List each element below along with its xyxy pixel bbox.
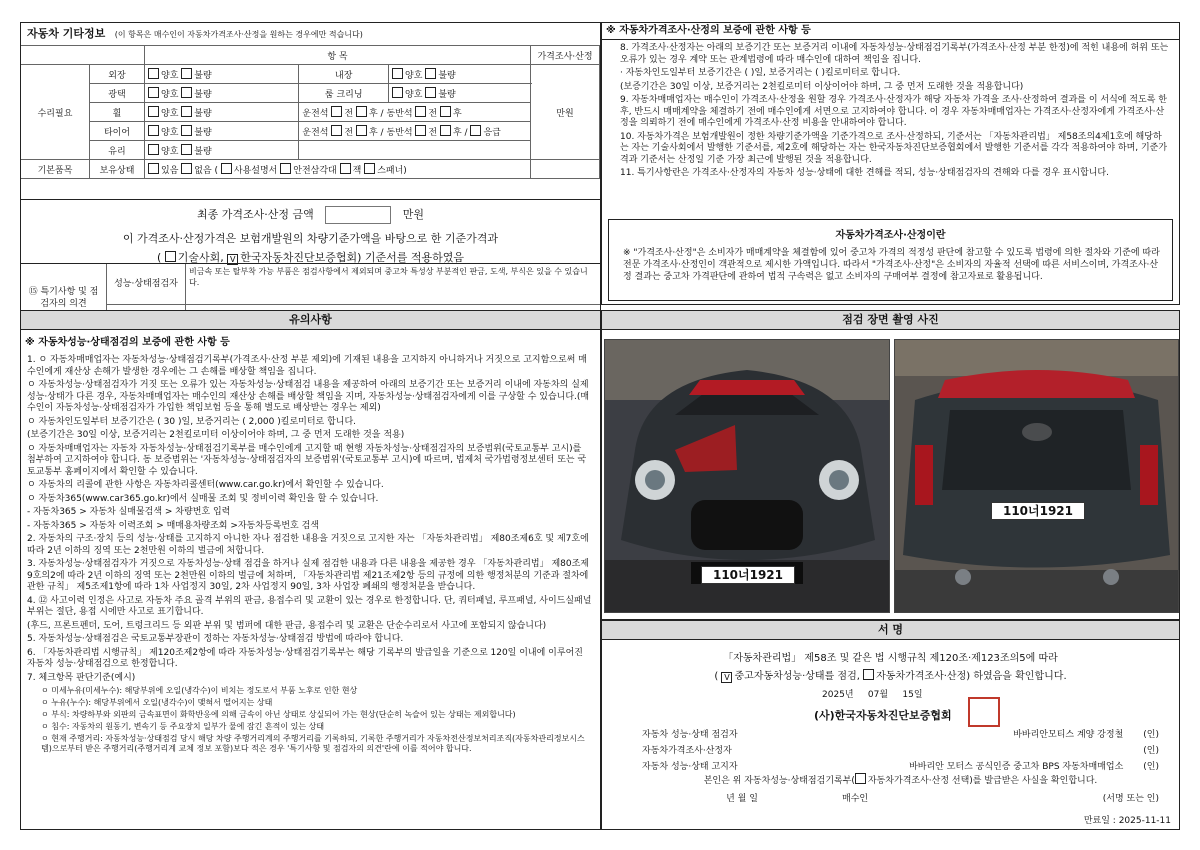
etc-info-note: (이 항목은 매수인이 자동차가격조사·산정을 원하는 경우에만 적습니다) <box>114 30 363 39</box>
have-text: 있음 <box>161 165 179 176</box>
final-price-label: 최종 가격조사·산정 금액 <box>196 208 314 221</box>
sign-perf-text: 중고자동차성능·상태를 점검, <box>734 671 860 682</box>
passenger-seat-text: 동반석 <box>386 127 413 138</box>
final-price-area: 최종 가격조사·산정 금액 만원 이 가격조사·산정가격은 보험개발원의 차량기준가액을 바탕으로 한 기준가격과 ( 기술사회, V 한국자동차진단보증협회) 기준서를 적용하였음 <box>21 199 600 282</box>
criteria-item: ㅇ 누유(누수): 해당부위에서 오일(냉각수)이 맺혀서 떨어지는 상태 <box>41 698 273 707</box>
guarantee-item: · 자동차인도일부터 보증기간은 ( )일, 보증거리는 ( )킬로미터로 합니다. <box>620 68 901 78</box>
good-text: 양호 <box>405 89 423 100</box>
wheel-label: 휠 <box>90 103 145 122</box>
rear-text: 후 <box>452 108 462 119</box>
row-seal: (인) <box>1143 761 1159 772</box>
row-label: 자동차가격조사·산정자 <box>642 745 732 756</box>
good-text: 양호 <box>161 108 179 119</box>
caution-item: 1. ㅇ 자동차매매업자는 자동차성능·상태점검기록부(가격조사·산정 부분 제외)에 기재된 내용을 고지하지 아니하거나 거짓으로 고지함으로써 매수인에게 재산상 손해가 발생한 경우에는 그 손해를 배상할 책임을 집니다. <box>27 355 587 377</box>
tire-spare-checkbox[interactable] <box>470 125 481 136</box>
tire-good-checkbox[interactable] <box>148 125 159 136</box>
tire-label: 타이어 <box>90 122 145 141</box>
row-seal: (인) <box>1143 729 1159 740</box>
rear-text: 후 <box>368 108 378 119</box>
sign-confirm <box>642 773 1159 789</box>
row-label: 자동차 성능·상태 점검자 <box>642 729 738 740</box>
caution-item: 6. 「자동차관리법 시행규칙」 제120조제2항에 따라 자동차성능·상태점검기록부는 해당 기록부의 발급일을 기준으로 120일 이내에 이루어진 자동차 성능·상태점검으로 한정합니다. <box>27 647 583 669</box>
criteria-item: ㅇ 현재 주행거리: 자동차성능·상태점검 당시 해당 차량 주행거리계의 주행거리를 기록하되, 기록한 주행거리가 자동차전산정보처리조직(자동차관리정보시스템)으로부터 받은 주행거리(주행거리계 교체 정보 포함)보다 적은 경우 '특기사항 및 점검자의 의견'란에 이를 적어야 합니다. <box>41 734 585 753</box>
exterior-label: 외장 <box>90 65 145 84</box>
driver-seat-text: 운전석 <box>302 127 329 138</box>
date-day: 15일 <box>902 690 923 700</box>
tire-pf-checkbox[interactable] <box>415 125 426 136</box>
bad-text: 불량 <box>438 89 456 100</box>
glass-good-checkbox[interactable] <box>148 144 159 155</box>
basis-assoc-text: 한국자동차진단보증협회) 기준서를 적용하였음 <box>240 251 465 264</box>
room-bad-checkbox[interactable] <box>425 87 436 98</box>
glass-label: 유리 <box>90 141 145 160</box>
wheel-pf-checkbox[interactable] <box>415 106 426 117</box>
rear-text: 후 <box>452 127 462 138</box>
gloss-label: 광택 <box>90 84 145 103</box>
have-checkbox[interactable] <box>148 163 159 174</box>
sign-org: (사)한국자동차진단보증협회 <box>814 709 952 722</box>
caution-panel <box>20 310 601 830</box>
confirm-b: 자동차가격조사·산정 선택)를 발급받은 사실을 확인합니다. <box>867 776 1098 786</box>
gloss-good-checkbox[interactable] <box>148 87 159 98</box>
caution-item: ㅇ 자동차인도일부터 보증기간은 ( 30 )일, 보증거리는 ( 2,000 )킬로미터로 합니다. <box>27 416 357 427</box>
tire-dr-checkbox[interactable] <box>356 125 367 136</box>
wheel-dr-checkbox[interactable] <box>356 106 367 117</box>
guarantee-item: 9. 자동차매매업자는 매수인이 가격조사·산정을 원할 경우 가격조사·산정자가 해당 자동차 가격을 조사·산정하여 결과를 이 서식에 적도록 한 후, 반드시 매매계약을 체결하기 전에 매수인에게 서면으로 고지하여야 합니다. 이 경우 자동차매매업자는 가격조사·산정자에게 가격조사·산정을 의뢰하기 전에 매수인에게 가격조사·산정 비용을 안내하여야 합니다. <box>620 95 1167 128</box>
caution-item: (보증기간은 30일 이상, 보증거리는 2천킬로미터 이상이어야 하며, 그 중 먼저 도래한 것을 적용) <box>27 430 405 440</box>
caution-item: 2. 자동차의 구조·장치 등의 성능·상태를 고지하지 아니한 자나 점검한 내용을 거짓으로 고지한 자는 「자동차관리법」 제80조제6호 및 제7호에 따라 2년 이하의 징역 또는 2천만원 이하의 벌금에 처합니다. <box>27 534 589 556</box>
criteria-item: ㅇ 부식: 차량하부와 외판의 금속표면이 화학반응에 의해 금속이 아닌 상태로 상실되어 가는 현상(단순히 녹슬어 있는 상태는 제외합니다) <box>41 710 516 719</box>
exterior-bad-checkbox[interactable] <box>181 68 192 79</box>
tire-df-checkbox[interactable] <box>331 125 342 136</box>
none-checkbox[interactable] <box>181 163 192 174</box>
caution-item: 3. 자동차성능·상태점검자가 거짓으로 자동차성능·상태 점검을 하거나 실제 점검한 내용과 다른 내용을 제공한 경우 「자동차관리법」 제80조제9호의2에 따라 2년 이하의 징역 또는 2천만원 이하의 벌금에 처하며, 「자동차관리법 제21조제2항 등의 규정에 의한 행정처분의 기준과 절차에 관한 규칙」 제5조제1항에 따라 1차 사업정지 30일, 2차 사업정지 90일, 3차 사업장 폐쇄의 행정처분을 받습니다. <box>27 559 589 592</box>
good-text: 양호 <box>161 70 179 81</box>
bad-text: 불량 <box>194 108 212 119</box>
exterior-good-checkbox[interactable] <box>148 68 159 79</box>
jack-text: 잭 <box>352 165 362 176</box>
row-seal: (인) <box>1143 745 1159 756</box>
buyer-label: 매수인 <box>842 793 869 804</box>
room-cleaning-label: 룸 크리닝 <box>299 84 389 103</box>
wheel-bad-checkbox[interactable] <box>181 106 192 117</box>
caution-item: - 자동차365 > 자동차 실매물검색 > 차량번호 입력 <box>27 507 231 517</box>
caution-item: (후드, 프론트펜더, 도어, 트렁크리드 등 외판 부위 및 범퍼에 대한 판금, 용접수리 및 교환은 단순수리로서 사고에 포함되지 않습니다) <box>27 620 547 631</box>
repair-label: 수리필요 <box>21 65 90 160</box>
perf-check-checkbox[interactable]: V <box>721 672 732 683</box>
good-text: 양호 <box>161 89 179 100</box>
bad-text: 불량 <box>194 127 212 138</box>
item-col-header: 항 목 <box>145 46 531 65</box>
price-col-header: 가격조사·산정 <box>531 46 600 65</box>
basis-assoc-checkbox[interactable]: V <box>227 254 238 265</box>
room-good-checkbox[interactable] <box>392 87 403 98</box>
guarantee-item: 11. 특기사항란은 가격조사·산정자의 자동차 성능·상태에 대한 견해를 적되, 성능·상태점검자의 견해와 다를 경우 표시합니다. <box>620 168 1109 178</box>
price-definition-title: 자동차가격조사·산정이란 <box>835 230 946 241</box>
inspector-opinion: 비금속 또는 탈부착 가능 부품은 점검사항에서 제외되며 중고차 특성상 부분적인 판금, 도색, 부식은 있을 수 있습니다. <box>189 267 588 287</box>
car-front-photo <box>604 339 890 613</box>
repair-table: 항 목 가격조사·산정 수리필요 외장 양호 불량 내장 양호 불량 만원 광택 양호 불량 룸 크리닝 양호 불량 휠 양호 불량 운전석 전 후 / 동반석 전 후 타이어 양호 불량 운전석 전 후 / 동반석 전 후 / 응급 유리 양호 불량 기본품목 보유상태 있음 없음 ( 사용설명서 안전삼각대 잭 스패너) <box>21 45 600 179</box>
bad-text: 불량 <box>438 70 456 81</box>
signature-panel: 서 명 「자동차관리법」 제58조 및 같은 법 시행규칙 제120조·제123조의5에 따라 ( V 중고자동차성능·상태를 점검, 자동차가격조사·산정) 하였음을 확인합니다. 2025년 07월 15일 (사)한국자동차진단보증협회 자동차 성능·상태 점검자 바바리안모티스 계양 강정철 (인) 자동차가격조사·산정자 (인) 자동차 성능·상태 고지자 바바리안 모터스 공식인증 중고차 BPS 자동차매매업소 (인) 본인은 위 자동차성능·상태점검기록부( 자동차가격조사·산정 선택)를 발급받은 사실을 확인합니다. 년 월 일 매수인 (서명 또는 인) 만료일 : 2025-11-11 <box>601 620 1180 830</box>
row-value: 바바리안 모터스 공식인증 중고차 BPS 자동차매매업소 <box>909 761 1124 772</box>
final-price-unit: 만원 <box>402 208 424 221</box>
caution-item: 4. ⑫ 사고이력 인정은 사고로 자동차 주요 골격 부위의 판금, 용접수리 및 교환이 있는 경우로 한정합니다. 단, 쿼터패널, 루프패널, 사이드실패널 부위는 절단, 용접 시에만 사고로 표기합니다. <box>27 595 592 617</box>
caution-item: ㅇ 자동차365(www.car365.go.kr)에서 실매물 조회 및 정비이력 확인을 할 수 있습니다. <box>27 493 379 504</box>
spanner-checkbox[interactable] <box>364 163 375 174</box>
guarantee-item: (보증기간은 30일 이상, 보증거리는 2천킬로미터 이상이어야 하며, 그 중 먼저 도래한 것을 적용합니다) <box>620 81 1024 92</box>
basic-label: 기본품목 <box>21 160 90 179</box>
price-guarantee-items <box>620 43 1169 182</box>
car-rear-photo <box>894 339 1179 613</box>
photo-panel <box>601 310 1180 620</box>
inspector-label: 성능·상태점검자 <box>107 264 186 305</box>
wheel-df-checkbox[interactable] <box>331 106 342 117</box>
bad-text: 불량 <box>194 89 212 100</box>
buyer-date: 년 월 일 <box>726 793 758 804</box>
front-text: 전 <box>344 127 354 138</box>
gloss-bad-checkbox[interactable] <box>181 87 192 98</box>
rear-plate: 110너1921 <box>991 502 1085 520</box>
spare-text: 응급 <box>483 127 501 138</box>
price-guarantee-panel <box>601 22 1180 305</box>
special-label: ⑮ 특기사항 및 점검자의 의견 <box>21 264 107 332</box>
caution-item: ㅇ 자동차의 리콜에 관한 사항은 자동차리콜센터(www.car.go.kr)에서 확인할 수 있습니다. <box>27 480 384 490</box>
etc-info-title: 자동차 기타정보 <box>27 27 106 40</box>
spanner-text: 스패너 <box>377 165 404 176</box>
sign-row-price <box>642 741 1159 757</box>
interior-bad-checkbox[interactable] <box>425 68 436 79</box>
confirm-price-checkbox[interactable] <box>855 773 866 784</box>
triangle-text: 안전삼각대 <box>293 165 337 176</box>
guarantee-item: 10. 자동차가격은 보험개발원이 정한 차량기준가액을 기준가격으로 조사·산정하되, 기준서는 「자동차관리법」 제58조의4제1호에 해당하는 자는 기술사회에서 발행한 기준서를, 제2호에 해당하는 자는 한국자동차진단보증협회에서 발행한 기준서를 각각 적용하여야 하며, 기준가격과 기준서는 산정일 기준 가장 최근에 발행된 것을 적용합니다. <box>620 131 1168 165</box>
tire-pr-checkbox[interactable] <box>440 125 451 136</box>
row-value: 바바리안모티스 계양 강정철 <box>1013 729 1124 740</box>
final-price-input[interactable] <box>325 206 391 224</box>
price-guarantee-title: ※ 자동차가격조사·산정의 보증에 관한 사항 등 <box>602 23 1179 40</box>
basis-line1: 이 가격조사·산정가격은 보험개발원의 차량기준가액을 바탕으로 한 기준가격과 <box>122 232 499 245</box>
passenger-seat-text: 동반석 <box>386 108 413 119</box>
sign-line1: 「자동차관리법」 제58조 및 같은 법 시행규칙 제120조·제123조의5에 따라 <box>723 653 1058 664</box>
interior-label: 내장 <box>299 65 389 84</box>
criteria-item: ㅇ 침수: 자동차의 원동기, 변속기 등 주요장치 일부가 물에 잠긴 흔적이 있는 상태 <box>41 722 325 731</box>
driver-seat-text: 운전석 <box>302 108 329 119</box>
expiry-date: 만료일 : 2025-11-11 <box>1083 816 1171 826</box>
basis-tech-text: 기술사회, <box>177 251 224 264</box>
date-month: 07월 <box>867 690 889 700</box>
rear-text: 후 <box>368 127 378 138</box>
good-text: 양호 <box>161 146 179 157</box>
interior-good-checkbox[interactable] <box>392 68 403 79</box>
buyer-sign[interactable]: (서명 또는 인) <box>1102 793 1159 804</box>
caution-items <box>27 355 592 756</box>
price-definition-box <box>608 219 1173 301</box>
caution-header: 유의사항 <box>21 311 600 330</box>
caution-item: - 자동차365 > 자동차 이력조회 > 매매용차량조회 >자동차등록번호 검색 <box>27 520 319 531</box>
sign-buyer-row <box>642 789 1159 805</box>
glass-bad-checkbox[interactable] <box>181 144 192 155</box>
front-text: 전 <box>344 108 354 119</box>
possession-label: 보유상태 <box>90 160 145 179</box>
caution-item: ㅇ 자동차매매업자는 자동차 자동차성능·상태점검기록부를 매수인에게 고지할 때 현행 자동차성능·상태점검자의 보증범위(국토교통부 고시)를 첨부하여 고지하여야 합니다. 동 보증범위는 '자동차성능·상태점검자의 보증범위'(국토교통부 고시)에 따르며, 법제처 국가법령정보센터 또는 국토교통부 홈페이지에서 확인할 수 있습니다. <box>27 443 587 477</box>
wheel-good-checkbox[interactable] <box>148 106 159 117</box>
jack-checkbox[interactable] <box>340 163 351 174</box>
front-text: 전 <box>428 127 438 138</box>
sign-date <box>822 687 923 700</box>
sign-row-notifier <box>642 757 1159 773</box>
front-plate: 110너1921 <box>701 566 795 584</box>
guarantee-item: 8. 가격조사·산정자는 아래의 보증기간 또는 보증거리 이내에 자동차성능·상태점검기록부(가격조사·산정 부분 한정)에 적힌 내용에 허위 또는 오류가 있는 경우 계약 또는 관계법령에 따라 매수인에 대하여 책임을 집니다. <box>620 43 1169 65</box>
org-seal-icon <box>968 697 1000 727</box>
basis-tech-checkbox[interactable] <box>165 251 176 262</box>
photo-header: 점검 장면 촬영 사진 <box>602 311 1179 330</box>
none-text: 없음 <box>194 165 212 176</box>
tire-bad-checkbox[interactable] <box>181 125 192 136</box>
caution-item: 7. 체크항목 판단기준(예시) <box>27 672 136 683</box>
row-label: 자동차 성능·상태 고지자 <box>642 761 738 772</box>
price-definition-text: ※ "가격조사·산정"은 소비자가 매매계약을 체결함에 있어 중고차 가격의 적정성 판단에 참고할 수 있도록 법령에 의한 절차와 기준에 따라 전문 가격조사·산정인이 객관적으로 제시한 가액입니다. 따라서 "가격조사·산정"은 소비자의 자율적 선택에 따른 서비스이며, 가격조사·산정 결과는 중고차 가격판단에 관하여 법적 구속력은 없고 소비자의 구매여부 결정에 참고자료로 활용됩니다. <box>623 248 1160 282</box>
caution-item: ㅇ 자동차성능·상태점검자가 거짓 또는 오류가 있는 자동차성능·상태점검 내용을 제공하여 아래의 보증기간 또는 보증거리 이내에 자동차의 실제 성능·상태가 다른 경우, 자동차매매업자는 매수인의 재산상 손해를 배상할 책임을 지며, 자동차성능·상태점검자에게 이를 구상할 수 있습니다.(매수인이 자동차성능·상태점검자가 가입한 책임보험 등을 통해 별도로 배상받는 경우는 제외) <box>27 380 590 413</box>
caution-title: ※ 자동차성능·상태점검의 보증에 관한 사항 등 <box>25 337 230 348</box>
criteria-item: ㅇ 미세누유(미세누수): 해당부위에 오일(냉각수)이 비치는 정도로서 부품 노후로 인한 현상 <box>41 686 358 695</box>
manual-text: 사용설명서 <box>233 165 278 176</box>
sign-row-inspector <box>642 725 1159 741</box>
price-check-checkbox[interactable] <box>863 669 874 680</box>
front-text: 전 <box>428 108 438 119</box>
sign-price-text: 자동차가격조사·산정) 하였음을 확인합니다. <box>876 671 1067 682</box>
manual-checkbox[interactable] <box>221 163 232 174</box>
good-text: 양호 <box>161 127 179 138</box>
price-unit: 만원 <box>531 65 600 160</box>
confirm-a: 본인은 위 자동차성능·상태점검기록부( <box>703 776 855 786</box>
good-text: 양호 <box>405 70 423 81</box>
signature-header: 서 명 <box>602 621 1179 640</box>
wheel-pr-checkbox[interactable] <box>440 106 451 117</box>
bad-text: 불량 <box>194 146 212 157</box>
date-year: 2025년 <box>822 690 854 700</box>
bad-text: 불량 <box>194 70 212 81</box>
triangle-checkbox[interactable] <box>280 163 291 174</box>
etc-info-panel <box>20 22 601 333</box>
caution-item: 5. 자동차성능·상태점검은 국토교통부장관이 정하는 자동차성능·상태점검 방법에 따라야 합니다. <box>27 634 404 644</box>
